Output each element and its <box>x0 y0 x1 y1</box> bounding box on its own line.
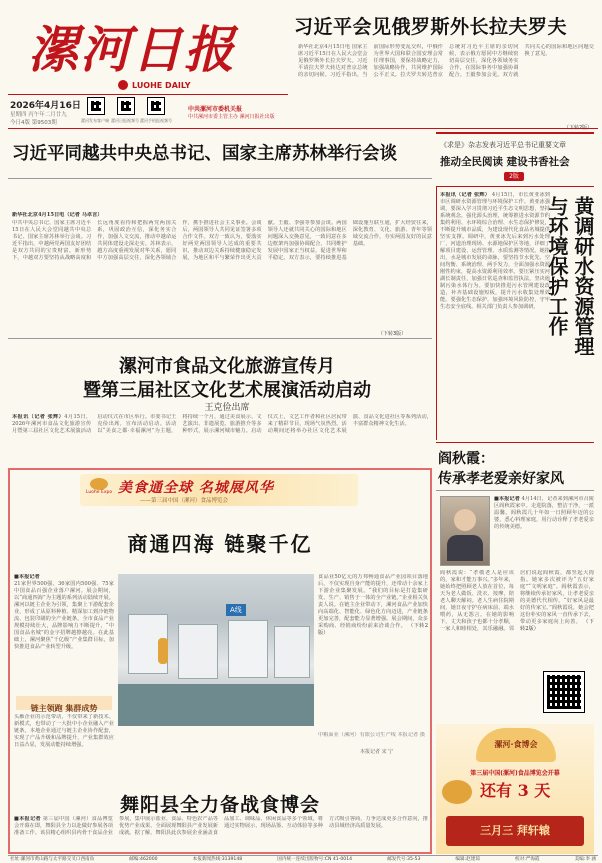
countdown-remain: 还有 3 天 <box>480 781 551 800</box>
publisher-sub: 中共漯河市委主管主办 漯河日报社出版 <box>188 114 275 120</box>
second-byline: 王克俭出席 <box>204 403 250 413</box>
masthead-pinyin: LUOHE DAILY <box>118 80 191 90</box>
edition-info: 今日4版 第9503期 <box>10 120 57 126</box>
special-text-2: 头雁企业的示范带动，不仅带来了新技术、新模式，也带动了一大批中小企业融入产业链条。本地企业通过与链主企业协作配套，实现了产品升级和品牌提升，产业集群效应日益凸显，发展动能持续增强。 <box>14 714 114 748</box>
footer-design: 美编:李 涵 <box>574 857 596 862</box>
banner-sub: ——第三届中国（漯河）食品博览会 <box>140 498 229 504</box>
qiushi-line1: 《求是》杂志发表习近平总书记重要文章 <box>440 141 566 149</box>
expo-logo-icon: Luohe Expo <box>84 478 114 502</box>
factory-photo[interactable] <box>118 574 314 726</box>
weekday: 星期四 丙午年二月廿九 <box>10 112 67 118</box>
profile-headline-2[interactable]: 传承孝老爱亲好家风 <box>438 471 564 487</box>
qr-label-1: 漯河发布客户端 <box>81 118 109 123</box>
banner-title: 美食通全球 名城展风华 <box>118 480 274 496</box>
footer-price: 编辑:赵建琼 <box>455 857 480 862</box>
sub-title: 链主领跑 集群成势 <box>30 704 98 713</box>
special-section <box>8 468 432 854</box>
footer <box>10 856 596 863</box>
special-text-1: ■本报记者 21家世界500强、36家国内500强、75家中国食品百强企业落户漯河。展会期间，以“商通四海”为主题的系列活动陆续开展。漯河以链主企业为引领，集聚上下游配套企业，形成了从原料种植、精深加工到冷链物流、包装印刷的全产业链条。全市食品产业规模持续壮大，品牌影响力不断提升，“中国食品名城”的金字招牌越擦越亮。在此基础上，漯河聚焦“千亿级”产业集群目标，加快推进食品产业转型升级。 <box>14 574 114 650</box>
photo-caption: 中粮面业（漯河）有限公司生产线 本报记者 摄 <box>318 732 426 738</box>
profile-text-1: ■本报记者 4月14日，记者来到漯河市召陵区阎秋霞家中。走进院落，整洁干净，一派温馨。阎秋霞几十年如一日照顾年迈的公婆，悉心料理家庭，用行动诠释了孝老爱亲的传统美德。 <box>494 496 594 530</box>
second-headline-2[interactable]: 暨第三届社区文化艺术展演活动启动 <box>83 380 371 401</box>
commentary-headline[interactable] <box>545 196 596 440</box>
logo-icon <box>118 80 128 90</box>
masthead <box>8 8 598 126</box>
continue-2[interactable]: （下转3版） <box>378 331 407 337</box>
profile-qr-code[interactable] <box>544 672 584 712</box>
profile-text-2: 阎秋霞说：“孝敬老人是应该的，家和才能万事兴。”多年来，她始终把照顾老人放在首位，每天为老人做饭、洗衣、按摩，陪老人聊天解闷。老人生病住院期间，她日夜守护在病床前，端水喂药，从无怨言。在她的影响下，丈夫和孩子也都十分孝顺，一家人和睦相处，其乐融融。邻居们说起阎秋霞，都竖起大拇指。她家多次被评为“五好家庭”“文明家庭”。阎秋霞表示，将继续传承好家风，让孝老爱亲的美德代代相传。“好家风是最好的传家宝。”阎秋霞说，她会把这份朴实的家风一直传承下去，带动更多家庭向上向善。 （下转2版） <box>440 570 594 632</box>
qiushi-page-tag[interactable]: 2版 <box>504 172 524 181</box>
profile-photo[interactable] <box>440 496 490 566</box>
qr-label-3: 漯河手机报视频号 <box>140 118 172 123</box>
countdown-text: 第三届中国(漯河)食品博览会开幕 <box>470 770 560 777</box>
lead-story-text: 中共中央总书记、国家主席习近平15日在人民大会堂同越共中央总书记、国家主席苏林举行会谈。习近平指出，中越两党两国友好团结是双方共同的宝贵财富。新形势下，中越双方要坚持从战略高度和长远角度看待和把握两党两国关系，巩固政治互信，深化务实合作，加强人文交流，推动中越命运共同体建设走深走实。苏林表示，越方高度重视发展对华关系，愿同中方加强高层交往，深化各领域合作，携手推进社会主义事业。会谈后，两国领导人共同见证签署多项合作文件。双方一致认为，要落实好两党两国领导人达成的重要共识，推动双边关系持续健康稳定发展，为地区和平与繁荣作出更大贡献。王毅、李强等参加会谈。两国领导人还就共同关心的国际和地区问题深入交换意见，一致同意在多边框架内加强协调配合，共同维护发展中国家正当权益，促进世界和平稳定。双方表示，要持续推进基础设施互联互通，扩大经贸往来，深化教育、文化、旅游、青年等领域交流合作，夯实两国友好的民意基础。 <box>12 220 432 261</box>
top-headline[interactable]: 习近平会见俄罗斯外长拉夫罗夫 <box>294 16 568 38</box>
footer-phone: 本报新闻热线:3139148 <box>192 857 243 862</box>
special-text-4: ■本报记者 第三届中国（漯河）食品博览会开幕在即，舞阳县全力以赴做好参展各项准备工作。该县精心组织县内骨干食品企业参展，集中展示盐业、食品、特色农产品等优势产业成果，全面展现舞阳县产业发展新成就。据了解，舞阳县此次参展企业涵盖食品加工、调味品、休闲食品等多个领域，将通过实物展示、现场品鉴、互动体验等多种方式吸引客商，力争达成更多合作意向，推动县域经济高质量发展。 <box>14 816 428 836</box>
second-headline-1[interactable]: 漯河市食品文化旅游宣传月 <box>119 356 335 377</box>
qr-code-3[interactable] <box>148 98 164 114</box>
sub-title-box <box>16 696 112 713</box>
lead-byline: 新华社北京4月15日电（记者 马卓言） <box>12 212 103 218</box>
countdown-ad[interactable] <box>436 724 594 854</box>
issue-date: 2026年4月16日 <box>10 101 81 111</box>
countdown-banner: 三月三 拜轩辕 <box>446 816 584 846</box>
special-title[interactable]: 商通四海 链聚千亿 <box>127 532 313 556</box>
line-sign: A线 <box>226 604 246 616</box>
footer-editor: 校对:严海霞 <box>515 857 540 862</box>
top-story-text: 新华社北京4月15日电 国家主席习近平15日在人民大会堂会见俄罗斯外长拉夫罗夫。习近平请拉夫罗夫转达对普京总统的亲切问候。习近平指出，当前国际形势变乱交织，中俄作为世界大国和联合国安理会常任理事国，要保持战略定力，加强战略协作，共同维护国际公平正义。拉夫罗夫转达普京总统对习近平主席的亲切问候，表示俄方愿同中方继续密切高层交往，深化各领域务实合作，在国际事务中加强协调配合。王毅参加会见。双方就共同关心的国际和地区问题交换了意见。 <box>298 44 594 78</box>
special-text-3: 食品业50亿元的万邦畅通食品产业园项目落地后，不仅实现自身产能的提升，还带动十余家上下游企业集聚发展。“我们的目标是打造集研发、生产、销售于一体的全产业链。”企业相关负责人说。在链主企业带动下，漯河食品产业加快向高端化、智能化、绿色化方向迈进，产业链条更加完善，配套能力显著增强。展会期间，众多采购商、经销商纷纷前来洽谈合作。 （下转2版） <box>318 574 428 636</box>
qr-label-2: 漯河日报视频号 <box>111 118 139 123</box>
expo-emblem-icon: 漯河·食博会 <box>476 728 556 762</box>
publisher: 中共漯河市委机关报 <box>188 106 243 113</box>
profile-headline-1[interactable]: 阎秋霞： <box>438 451 494 467</box>
qr-code-1[interactable] <box>88 98 104 114</box>
reporter-sign: 本报记者 宋 宁 <box>360 749 394 755</box>
commentary-col2: 与环境保护工作 <box>545 196 569 336</box>
footer-cn: 国内统一连续出版物号:CN 41-0014 <box>277 857 353 862</box>
lead-headline[interactable]: 习近平同越共中央总书记、国家主席苏林举行会谈 <box>12 144 397 164</box>
countdown-logo-icon <box>442 780 472 804</box>
qiushi-line2: 推动全民阅读 建设书香社会 <box>440 156 570 168</box>
second-special-title[interactable]: 舞阳县全力备战食博会 <box>119 794 320 816</box>
masthead-title: 漯河日报 <box>28 20 236 79</box>
footer-address: 社址:漯河市黄山路与太平路交叉口西南角 <box>10 857 95 862</box>
commentary-col1: 黄调研水资源管理 <box>571 196 595 356</box>
footer-zip: 邮编:462000 <box>129 857 158 862</box>
footer-post: 邮发代号:35-53 <box>387 857 421 862</box>
commentary-text: 本报讯（记者 张辉） 4月15日，市长黄亚冰到市区调研水资源管理与环境保护工作。黄亚冰强调，要深入学习贯彻习近平生态文明思想，坚持系统观念，强化源头治理，统筹推进水资源节约集约利用、水环境综合治理、水生态保护修复，不断提升城市品质，为建设现代化食品名城提供坚实支撑。调研中，黄亚冰先后来到污水处理厂、河道治理现场、水源地保护区等地，详细了解项目建设、运营管理、水质监测等情况。她指出，水是城市发展的命脉，要坚持节水优先、空间均衡、系统治理、两手发力，全面加强水资源刚性约束，提高水资源利用效率。要压紧压实河湖长制责任，加强日常巡查和监管执法，坚决遏制污染水体行为。要加快推进污水管网建设改造，补齐基础设施短板，提升污水收集处理效能。要强化生态保护，加强环境风险防控，守牢生态安全底线。相关部门负责人参加调研。 <box>440 192 550 310</box>
second-story-text: 本报讯（记者 张辉）4月15日，2026年漯河市食品文化旅游宣传月暨第三届社区文化艺术展演活动启动仪式在市区举行。市委书记王克俭出席，宣布活动启动。活动以“美食之都·幸福漯河”为主题，将持续一个月，通过美食展示、文艺演出、非遗展览、旅游推介等多种形式，展示漯河城市魅力。启动仪式上，文艺工作者和社区居民带来了精彩节目，现场气氛热烈。活动期间还将举办社区文化艺术展演、食品文化进社区等系列活动，丰富群众精神文化生活。 <box>12 414 432 434</box>
qr-code-2[interactable] <box>118 98 134 114</box>
special-banner[interactable] <box>80 474 358 506</box>
qiushi-box[interactable] <box>436 132 594 182</box>
